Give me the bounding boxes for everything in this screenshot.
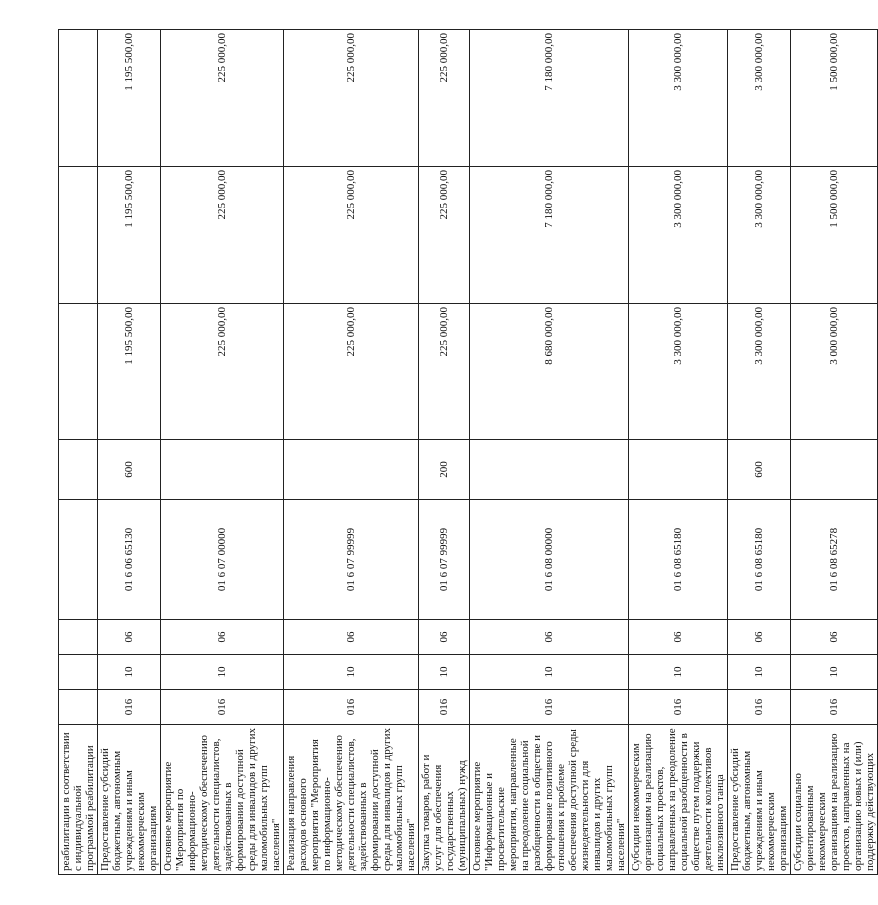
row-subsection: 06 — [98, 620, 161, 655]
row-subsection: 06 — [728, 620, 791, 655]
row-subsection: 06 — [419, 620, 470, 655]
row-sum-year1: 225 000,00 — [419, 304, 470, 440]
row-target-article: 01 6 07 00000 — [161, 500, 284, 620]
row-grbs: 016 — [419, 690, 470, 725]
row-sum-year3: 7 180 000,00 — [470, 30, 629, 167]
row-sum-year3 — [59, 30, 98, 167]
row-sum-year2: 1 500 000,00 — [791, 167, 878, 304]
row-name: Субсидии социально ориентированным некоммерческим организациям на реализацию проектов, направленных на организацию новых и (или) поддержку действующих — [791, 725, 878, 875]
row-subsection: 06 — [470, 620, 629, 655]
row-target-article: 01 6 08 00000 — [470, 500, 629, 620]
row-sum-year2: 3 300 000,00 — [629, 167, 728, 304]
row-grbs: 016 — [791, 690, 878, 725]
row-section: 10 — [629, 655, 728, 690]
row-grbs — [59, 690, 98, 725]
row-target-article: 01 6 08 65180 — [728, 500, 791, 620]
row-subsection: 06 — [791, 620, 878, 655]
row-sum-year3: 1 500 000,00 — [791, 30, 878, 167]
row-section: 10 — [470, 655, 629, 690]
row-sum-year1 — [59, 304, 98, 440]
row-name: Основное мероприятие "Информационные и просветительские мероприятия, направленные на преодоление социальной разобщенности в обществе и формирование позитивного отношения к проблеме обеспечения доступной среды жизнедеятельности для инвалидов и других маломобильных групп населения" — [470, 725, 629, 875]
row-section: 10 — [98, 655, 161, 690]
row-name: Реализация направления расходов основного мероприятия "Мероприятия по информационно-методическому обеспечению деятельности специалистов, задействованных в формировании доступной среды для инвалидов и других маломобильных групп населения" — [284, 725, 419, 875]
row-sum-year2: 225 000,00 — [284, 167, 419, 304]
row-name: реабилитации в соответствии с индивидуальной программой реабилитации — [59, 725, 98, 875]
row-name: Субсидии некоммерческим организациям на реализацию социальных проектов, направленных на преодоление социальной разобщенности в обществе путем поддержки деятельности коллективов инклюзивного танца — [629, 725, 728, 875]
row-subsection: 06 — [161, 620, 284, 655]
row-sum-year1: 225 000,00 — [161, 304, 284, 440]
row-expense-type — [284, 440, 419, 500]
row-grbs: 016 — [98, 690, 161, 725]
row-section: 10 — [419, 655, 470, 690]
table-row — [284, 30, 419, 875]
table-row — [161, 30, 284, 875]
row-expense-type — [470, 440, 629, 500]
row-grbs: 016 — [629, 690, 728, 725]
row-sum-year2 — [59, 167, 98, 304]
row-name: Предоставление субсидий бюджетным, автономным учреждениям и иным некоммерческим организациям — [98, 725, 161, 875]
row-sum-year2: 7 180 000,00 — [470, 167, 629, 304]
row-sum-year3: 225 000,00 — [161, 30, 284, 167]
row-expense-type: 600 — [728, 440, 791, 500]
row-sum-year2: 225 000,00 — [161, 167, 284, 304]
budget-table — [58, 29, 878, 875]
table-row — [59, 30, 98, 875]
table-row — [470, 30, 629, 875]
row-name: Предоставление субсидий бюджетным, автономным учреждениям и иным некоммерческим организациям — [728, 725, 791, 875]
table-body — [59, 30, 878, 875]
row-expense-type: 600 — [98, 440, 161, 500]
row-grbs: 016 — [470, 690, 629, 725]
row-section: 10 — [728, 655, 791, 690]
row-section — [59, 655, 98, 690]
table-row — [98, 30, 161, 875]
row-expense-type — [629, 440, 728, 500]
row-target-article: 01 6 06 65130 — [98, 500, 161, 620]
row-sum-year2: 3 300 000,00 — [728, 167, 791, 304]
row-grbs: 016 — [728, 690, 791, 725]
row-sum-year1: 8 680 000,00 — [470, 304, 629, 440]
row-subsection — [59, 620, 98, 655]
row-grbs: 016 — [284, 690, 419, 725]
row-target-article: 01 6 07 99999 — [284, 500, 419, 620]
rotated-page — [58, 30, 876, 875]
table-row — [629, 30, 728, 875]
row-sum-year3: 225 000,00 — [284, 30, 419, 167]
row-expense-type — [59, 440, 98, 500]
row-expense-type — [791, 440, 878, 500]
row-sum-year1: 3 300 000,00 — [728, 304, 791, 440]
row-sum-year1: 1 195 500,00 — [98, 304, 161, 440]
row-name: Закупка товаров, работ и услуг для обеспечения государственных (муниципальных) нужд — [419, 725, 470, 875]
row-sum-year1: 3 000 000,00 — [791, 304, 878, 440]
row-sum-year1: 225 000,00 — [284, 304, 419, 440]
row-grbs: 016 — [161, 690, 284, 725]
row-expense-type — [161, 440, 284, 500]
table-row — [419, 30, 470, 875]
row-target-article: 01 6 07 99999 — [419, 500, 470, 620]
table-row — [728, 30, 791, 875]
row-expense-type: 200 — [419, 440, 470, 500]
row-subsection: 06 — [629, 620, 728, 655]
row-subsection: 06 — [284, 620, 419, 655]
row-target-article: 01 6 08 65180 — [629, 500, 728, 620]
row-sum-year2: 225 000,00 — [419, 167, 470, 304]
row-sum-year1: 3 300 000,00 — [629, 304, 728, 440]
row-name: Основное мероприятие "Мероприятия по информационно-методическому обеспечению деятельности специалистов, задействованных в формировании доступной среды для инвалидов и других маломобильных групп населения" — [161, 725, 284, 875]
row-sum-year3: 225 000,00 — [419, 30, 470, 167]
row-sum-year3: 1 195 500,00 — [98, 30, 161, 167]
row-sum-year3: 3 300 000,00 — [728, 30, 791, 167]
row-section: 10 — [284, 655, 419, 690]
row-target-article — [59, 500, 98, 620]
row-section: 10 — [791, 655, 878, 690]
row-section: 10 — [161, 655, 284, 690]
row-sum-year3: 3 300 000,00 — [629, 30, 728, 167]
row-sum-year2: 1 195 500,00 — [98, 167, 161, 304]
table-row — [791, 30, 878, 875]
row-target-article: 01 6 08 65278 — [791, 500, 878, 620]
